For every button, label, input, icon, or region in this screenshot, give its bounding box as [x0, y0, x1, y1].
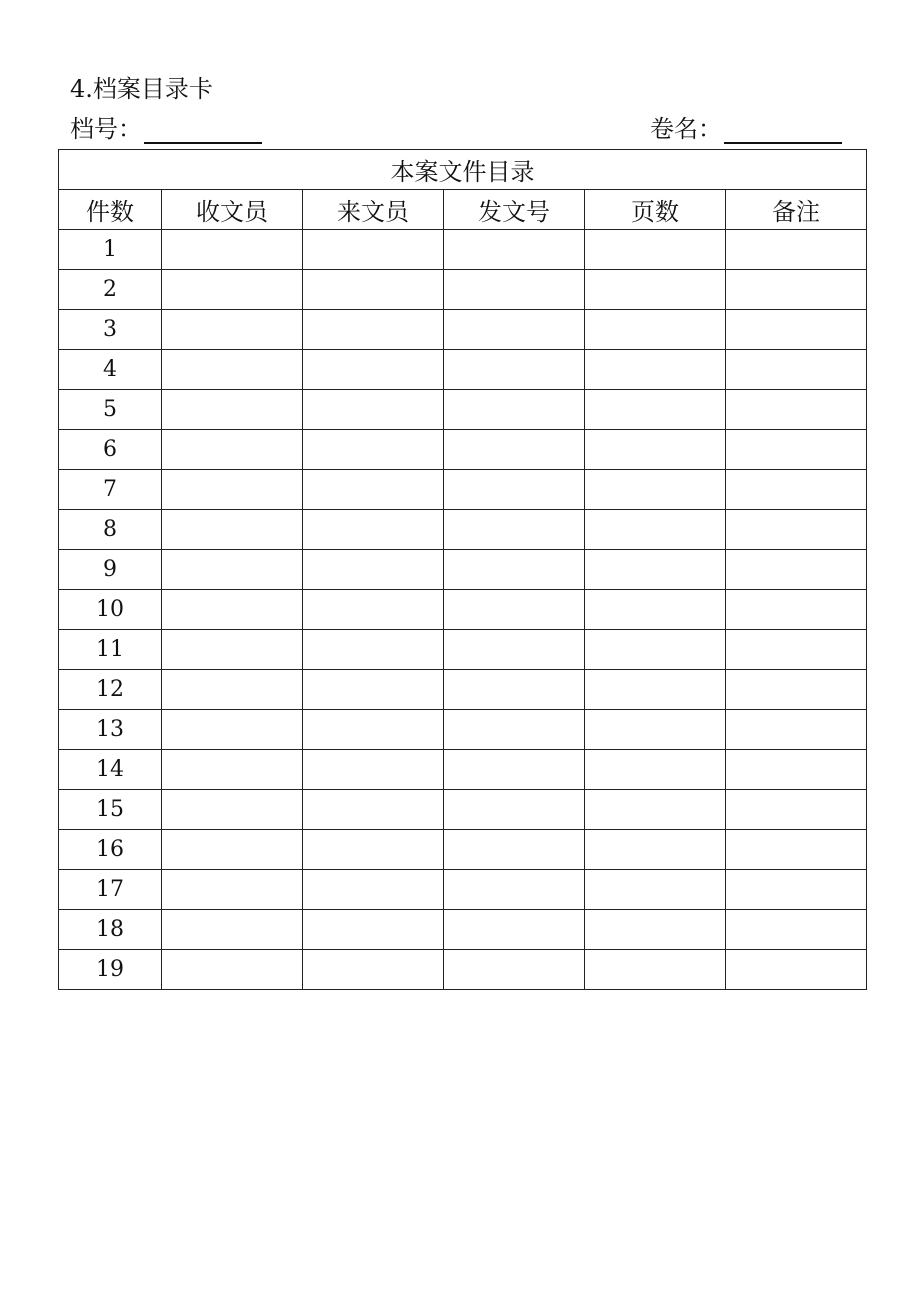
table-row — [59, 430, 867, 470]
blank-entry-cell[interactable] — [303, 470, 444, 510]
blank-entry-cell[interactable] — [726, 310, 867, 350]
blank-entry-cell[interactable] — [162, 710, 303, 750]
blank-entry-cell[interactable] — [585, 750, 726, 790]
row-number-cell: 7 — [59, 470, 162, 510]
table-row — [59, 470, 867, 510]
blank-entry-cell[interactable] — [444, 790, 585, 830]
row-number-cell: 10 — [59, 590, 162, 630]
blank-entry-cell[interactable] — [303, 670, 444, 710]
row-number-cell: 3 — [59, 310, 162, 350]
blank-entry-cell[interactable] — [726, 270, 867, 310]
blank-entry-cell[interactable] — [162, 390, 303, 430]
column-header: 页数 — [585, 190, 726, 230]
row-number-cell: 9 — [59, 550, 162, 590]
blank-entry-cell[interactable] — [726, 590, 867, 630]
blank-entry-cell[interactable] — [444, 430, 585, 470]
row-number-cell: 12 — [59, 670, 162, 710]
blank-entry-cell[interactable] — [726, 670, 867, 710]
blank-entry-cell[interactable] — [303, 590, 444, 630]
blank-entry-cell[interactable] — [444, 910, 585, 950]
table-row — [59, 710, 867, 750]
blank-entry-cell[interactable] — [303, 430, 444, 470]
table-row — [59, 350, 867, 390]
blank-entry-cell[interactable] — [162, 750, 303, 790]
blank-entry-cell[interactable] — [726, 510, 867, 550]
column-header: 来文员 — [303, 190, 444, 230]
table-caption-row — [59, 150, 867, 190]
table-row — [59, 310, 867, 350]
row-number-cell: 18 — [59, 910, 162, 950]
catalog-table — [58, 149, 867, 990]
blank-entry-cell[interactable] — [585, 270, 726, 310]
blank-entry-cell[interactable] — [585, 630, 726, 670]
table-caption: 本案文件目录 — [59, 150, 867, 190]
table-row — [59, 230, 867, 270]
blank-entry-cell[interactable] — [585, 590, 726, 630]
blank-entry-cell[interactable] — [444, 270, 585, 310]
blank-entry-cell[interactable] — [585, 350, 726, 390]
file-number-label: 档号： — [70, 115, 142, 143]
table-row — [59, 750, 867, 790]
blank-entry-cell[interactable] — [585, 670, 726, 710]
blank-entry-cell[interactable] — [726, 750, 867, 790]
blank-entry-cell[interactable] — [444, 710, 585, 750]
blank-entry-cell[interactable] — [444, 310, 585, 350]
blank-entry-cell[interactable] — [444, 870, 585, 910]
blank-entry-cell[interactable] — [585, 510, 726, 550]
table-row — [59, 790, 867, 830]
blank-entry-cell[interactable] — [726, 390, 867, 430]
table-row — [59, 550, 867, 590]
blank-entry-cell[interactable] — [726, 470, 867, 510]
blank-entry-cell[interactable] — [162, 550, 303, 590]
blank-entry-cell[interactable] — [162, 950, 303, 990]
blank-entry-cell[interactable] — [303, 910, 444, 950]
blank-entry-cell[interactable] — [585, 870, 726, 910]
column-header: 发文号 — [444, 190, 585, 230]
blank-entry-cell[interactable] — [162, 910, 303, 950]
blank-entry-cell[interactable] — [303, 510, 444, 550]
blank-entry-cell[interactable] — [444, 230, 585, 270]
blank-entry-cell[interactable] — [585, 790, 726, 830]
blank-entry-cell[interactable] — [726, 790, 867, 830]
table-row — [59, 630, 867, 670]
file-number-blank[interactable] — [144, 116, 262, 144]
blank-entry-cell[interactable] — [162, 590, 303, 630]
blank-entry-cell[interactable] — [162, 870, 303, 910]
blank-entry-cell[interactable] — [162, 230, 303, 270]
blank-entry-cell[interactable] — [303, 310, 444, 350]
blank-entry-cell[interactable] — [444, 350, 585, 390]
blank-entry-cell[interactable] — [444, 950, 585, 990]
row-number-cell: 4 — [59, 350, 162, 390]
blank-entry-cell[interactable] — [162, 670, 303, 710]
column-header: 收文员 — [162, 190, 303, 230]
blank-entry-cell[interactable] — [162, 790, 303, 830]
blank-entry-cell[interactable] — [444, 510, 585, 550]
blank-entry-cell[interactable] — [303, 550, 444, 590]
blank-entry-cell[interactable] — [585, 470, 726, 510]
blank-entry-cell[interactable] — [726, 430, 867, 470]
blank-entry-cell[interactable] — [162, 430, 303, 470]
table-body — [59, 230, 867, 990]
row-number-cell: 14 — [59, 750, 162, 790]
blank-entry-cell[interactable] — [162, 350, 303, 390]
column-header: 件数 — [59, 190, 162, 230]
row-number-cell: 16 — [59, 830, 162, 870]
blank-entry-cell[interactable] — [303, 750, 444, 790]
blank-entry-cell[interactable] — [585, 830, 726, 870]
row-number-cell: 17 — [59, 870, 162, 910]
table-row — [59, 950, 867, 990]
blank-entry-cell[interactable] — [162, 630, 303, 670]
table-row — [59, 270, 867, 310]
blank-entry-cell[interactable] — [444, 630, 585, 670]
blank-entry-cell[interactable] — [444, 390, 585, 430]
row-number-cell: 2 — [59, 270, 162, 310]
blank-entry-cell[interactable] — [303, 830, 444, 870]
blank-entry-cell[interactable] — [726, 710, 867, 750]
blank-entry-cell[interactable] — [444, 750, 585, 790]
column-header: 备注 — [726, 190, 867, 230]
table-row — [59, 670, 867, 710]
row-number-cell: 1 — [59, 230, 162, 270]
volume-name-label: 卷名： — [650, 115, 722, 143]
row-number-cell: 15 — [59, 790, 162, 830]
blank-entry-cell[interactable] — [444, 550, 585, 590]
volume-name-blank[interactable] — [724, 116, 842, 144]
row-number-cell: 13 — [59, 710, 162, 750]
blank-entry-cell[interactable] — [162, 510, 303, 550]
blank-entry-cell[interactable] — [726, 830, 867, 870]
blank-entry-cell[interactable] — [303, 230, 444, 270]
blank-entry-cell[interactable] — [585, 230, 726, 270]
blank-entry-cell[interactable] — [585, 390, 726, 430]
blank-entry-cell[interactable] — [444, 830, 585, 870]
blank-entry-cell[interactable] — [303, 270, 444, 310]
blank-entry-cell[interactable] — [303, 790, 444, 830]
row-number-cell: 11 — [59, 630, 162, 670]
blank-entry-cell[interactable] — [585, 910, 726, 950]
blank-entry-cell[interactable] — [726, 350, 867, 390]
table-row — [59, 590, 867, 630]
blank-entry-cell[interactable] — [726, 630, 867, 670]
blank-entry-cell[interactable] — [726, 550, 867, 590]
blank-entry-cell[interactable] — [444, 670, 585, 710]
volume-name-field — [650, 114, 842, 144]
blank-entry-cell[interactable] — [585, 950, 726, 990]
blank-entry-cell[interactable] — [585, 550, 726, 590]
table-row — [59, 390, 867, 430]
blank-entry-cell[interactable] — [585, 310, 726, 350]
blank-entry-cell[interactable] — [162, 270, 303, 310]
blank-entry-cell[interactable] — [303, 870, 444, 910]
row-number-cell: 6 — [59, 430, 162, 470]
blank-entry-cell[interactable] — [444, 470, 585, 510]
row-number-cell: 8 — [59, 510, 162, 550]
blank-entry-cell[interactable] — [303, 350, 444, 390]
row-number-cell: 5 — [59, 390, 162, 430]
table-row — [59, 910, 867, 950]
blank-entry-cell[interactable] — [444, 590, 585, 630]
blank-entry-cell[interactable] — [162, 830, 303, 870]
table-row — [59, 830, 867, 870]
blank-entry-cell[interactable] — [585, 710, 726, 750]
blank-entry-cell[interactable] — [303, 630, 444, 670]
page-title: 4.档案目录卡 — [70, 75, 213, 103]
blank-entry-cell[interactable] — [303, 950, 444, 990]
table-header-row — [59, 190, 867, 230]
blank-entry-cell[interactable] — [303, 710, 444, 750]
blank-entry-cell[interactable] — [162, 470, 303, 510]
blank-entry-cell[interactable] — [726, 870, 867, 910]
table-row — [59, 870, 867, 910]
blank-entry-cell[interactable] — [303, 390, 444, 430]
blank-entry-cell[interactable] — [162, 310, 303, 350]
row-number-cell: 19 — [59, 950, 162, 990]
blank-entry-cell[interactable] — [726, 950, 867, 990]
blank-entry-cell[interactable] — [585, 430, 726, 470]
blank-entry-cell[interactable] — [726, 230, 867, 270]
table-row — [59, 510, 867, 550]
file-number-field — [70, 114, 262, 144]
blank-entry-cell[interactable] — [726, 910, 867, 950]
